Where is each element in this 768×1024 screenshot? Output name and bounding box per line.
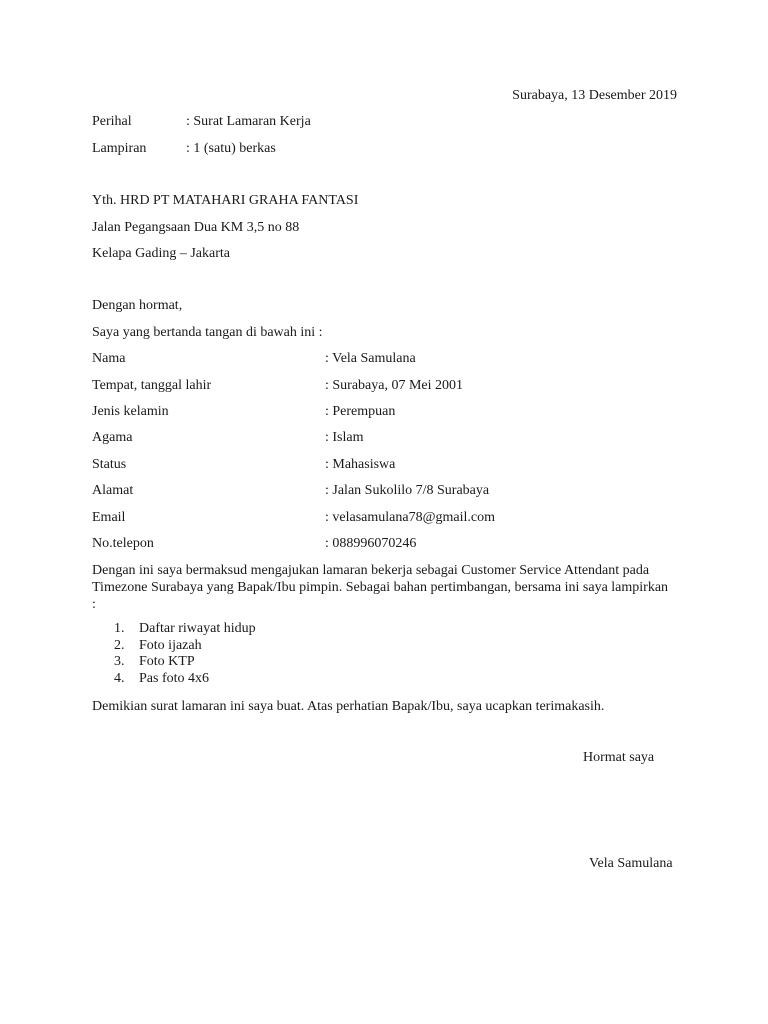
list-item-text: Pas foto 4x6 — [139, 670, 209, 686]
recipient-street: Jalan Pegangsaan Dua KM 3,5 no 88 — [92, 220, 300, 235]
subject-value: : Surat Lamaran Kerja — [186, 114, 311, 129]
field-value-name: : Vela Samulana — [325, 351, 416, 366]
field-value-birth: : Surabaya, 07 Mei 2001 — [325, 378, 464, 393]
recipient-city: Kelapa Gading – Jakarta — [92, 246, 230, 261]
list-item-number: 3. — [114, 654, 125, 670]
attachment-label: Lampiran — [92, 141, 147, 156]
attachment-value: : 1 (satu) berkas — [186, 141, 276, 156]
list-item-text: Foto KTP — [139, 654, 195, 670]
field-label-address: Alamat — [92, 483, 134, 498]
place-date: Surabaya, 13 Desember 2019 — [512, 88, 677, 103]
field-value-status: : Mahasiswa — [325, 457, 396, 472]
field-label-birth: Tempat, tanggal lahir — [92, 378, 212, 393]
field-value-phone: : 088996070246 — [325, 536, 417, 551]
field-label-status: Status — [92, 457, 127, 472]
list-item-text: Daftar riwayat hidup — [139, 621, 256, 636]
list-item-number: 2. — [114, 637, 125, 653]
closing-paragraph: Demikian surat lamaran ini saya buat. Atas perhatian Bapak/Ibu, saya ucapkan terimakasih. — [92, 699, 605, 714]
subject-label: Perihal — [92, 114, 132, 129]
salutation: Dengan hormat, — [92, 298, 183, 313]
field-value-religion: : Islam — [325, 430, 364, 445]
list-item-number: 1. — [114, 621, 125, 636]
intro-line: Saya yang bertanda tangan di bawah ini : — [92, 325, 323, 340]
recipient-name: Yth. HRD PT MATAHARI GRAHA FANTASI — [92, 193, 359, 208]
list-item-text: Foto ijazah — [139, 637, 202, 653]
field-label-phone: No.telepon — [92, 536, 154, 551]
field-label-email: Email — [92, 510, 126, 525]
field-label-name: Nama — [92, 351, 126, 366]
signer-name: Vela Samulana — [589, 856, 673, 871]
field-value-gender: : Perempuan — [325, 404, 396, 419]
field-value-email: : velasamulana78@gmail.com — [325, 510, 495, 525]
field-label-gender: Jenis kelamin — [92, 404, 169, 419]
closing-phrase: Hormat saya — [583, 750, 655, 765]
field-label-religion: Agama — [92, 430, 133, 445]
body-paragraph: Dengan ini saya bermaksud mengajukan lamaran bekerja sebagai Customer Service Attendant pada Timezone Surabaya yang Bapak/Ibu pimpin. Sebagai bahan pertimbangan, bersama ini saya lampirkan : — [92, 563, 669, 612]
list-item-number: 4. — [114, 670, 125, 686]
field-value-address: : Jalan Sukolilo 7/8 Surabaya — [325, 483, 490, 498]
